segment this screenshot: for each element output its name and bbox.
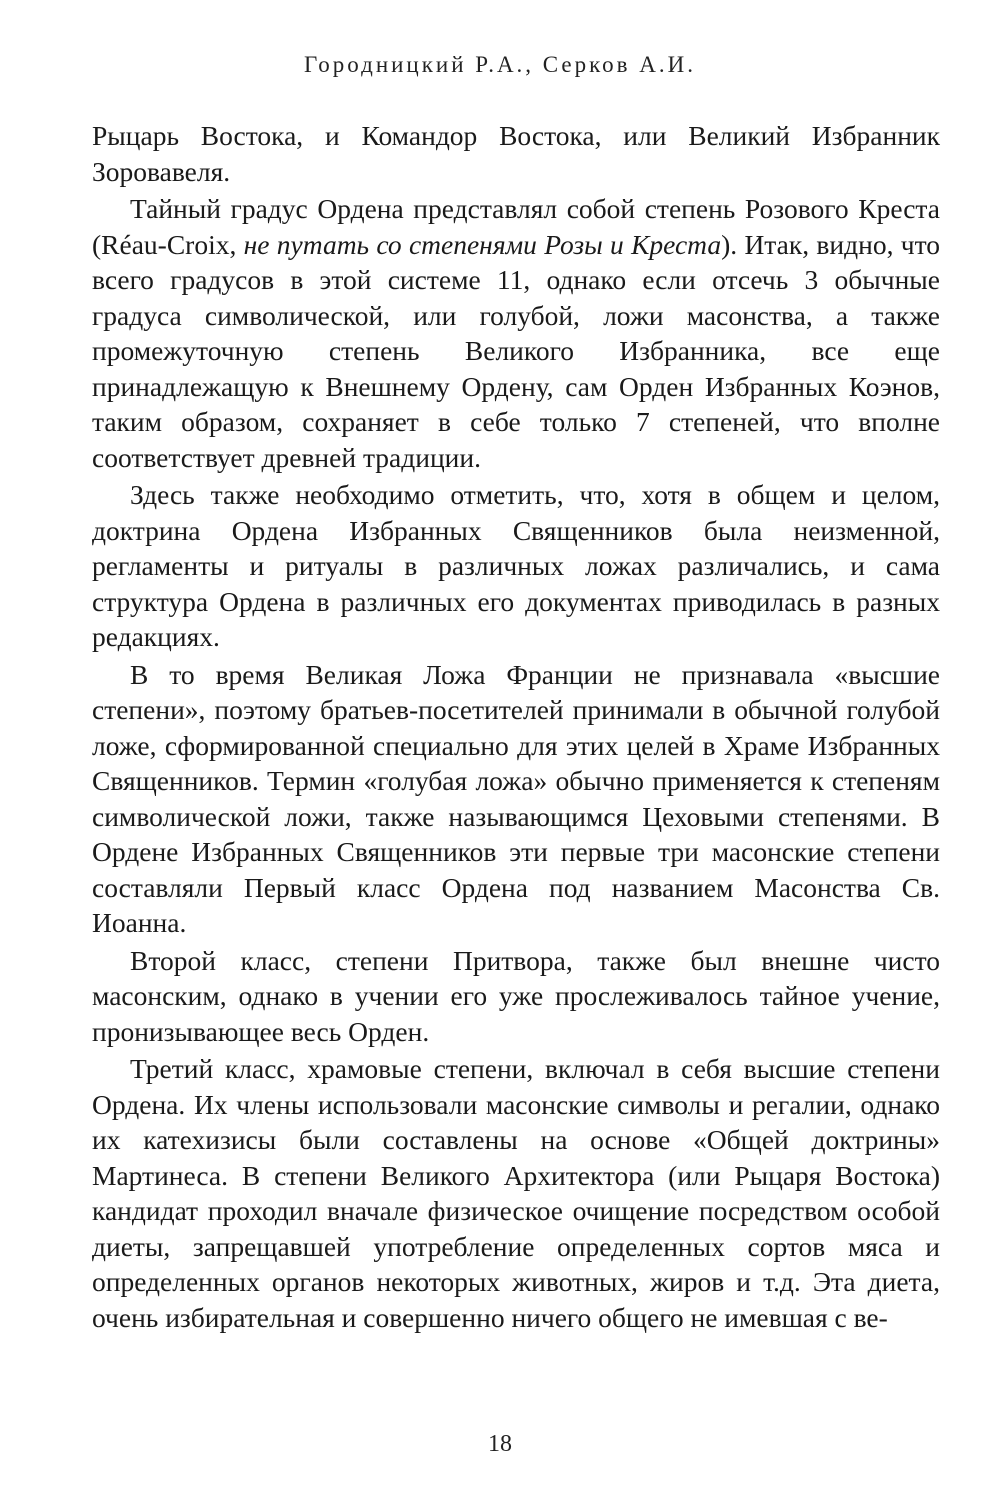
running-head: Городницкий Р.А., Серков А.И. bbox=[304, 52, 696, 77]
paragraph-4: В то время Великая Ложа Франции не признавала «высшие степени», поэтому братьев-посетителей принимали в обычной голубой ложе, сформированной специально для этих целей в Храме Избранных Священников. Термин «голубая ложа» обычно применяется к степеням символической ложи, также называющимся Цеховыми степенями. В Ордене Избранных Священников эти первые три масонские степени составляли Первый класс Ордена под названием Масонства Св. Иоанна. bbox=[92, 658, 940, 938]
paragraph-1: Рыцарь Востока, и Командор Востока, или Великий Избранник Зоровавеля. bbox=[92, 120, 940, 187]
paragraph-5: Второй класс, степени Притвора, также был внешне чисто масонским, однако в учении его уже прослеживалось тайное учение, пронизывающее весь Орден. bbox=[92, 944, 940, 1047]
paragraph-6: Третий класс, храмовые степени, включал в себя высшие степени Ордена. Их члены использовали масонские символы и регалии, однако их катехизисы были составлены на основе «Общей доктрины» Мартинеса. В степени Великого Архитектора (или Рыцаря Востока) кандидат проходил вначале физическое очищение посредством особой диеты, запрещавшей употребление определенных сортов мяса и определенных органов некоторых животных, жиров и т.д. Эта диета, очень избирательная и совершенно ничего общего не имевшая с ве- bbox=[92, 1053, 940, 1333]
body-text bbox=[92, 118, 940, 1335]
paragraph-2 bbox=[92, 191, 940, 475]
paragraph-2-text-start: Тайный градус Ордена представлял собой степень Розового Креста (Réau-Croix, bbox=[92, 193, 940, 260]
paragraph-2-text-end: ). Итак, видно, что всего градусов в этой системе 11, однако если отсечь 3 обычные градуса символической, или голубой, ложи масонства, а также промежуточную степень Великого Избранника, все еще принадлежащую к Внешнему Ордену, сам Орден Избранных Коэнов, таким образом, сохраняет в себе только 7 степеней, что вполне соответствует древней традиции. bbox=[92, 228, 940, 473]
paragraph-2-italic-note: не путать со степенями Розы и Креста bbox=[243, 228, 722, 260]
paragraph-3: Здесь также необходимо отметить, что, хотя в общем и целом, доктрина Ордена Избранных Священников была неизменной, регламенты и ритуалы в различных ложах различались, и сама структура Ордена в различных его документах приводилась в разных редакциях. bbox=[92, 479, 940, 652]
page-number: 18 bbox=[488, 1431, 512, 1457]
